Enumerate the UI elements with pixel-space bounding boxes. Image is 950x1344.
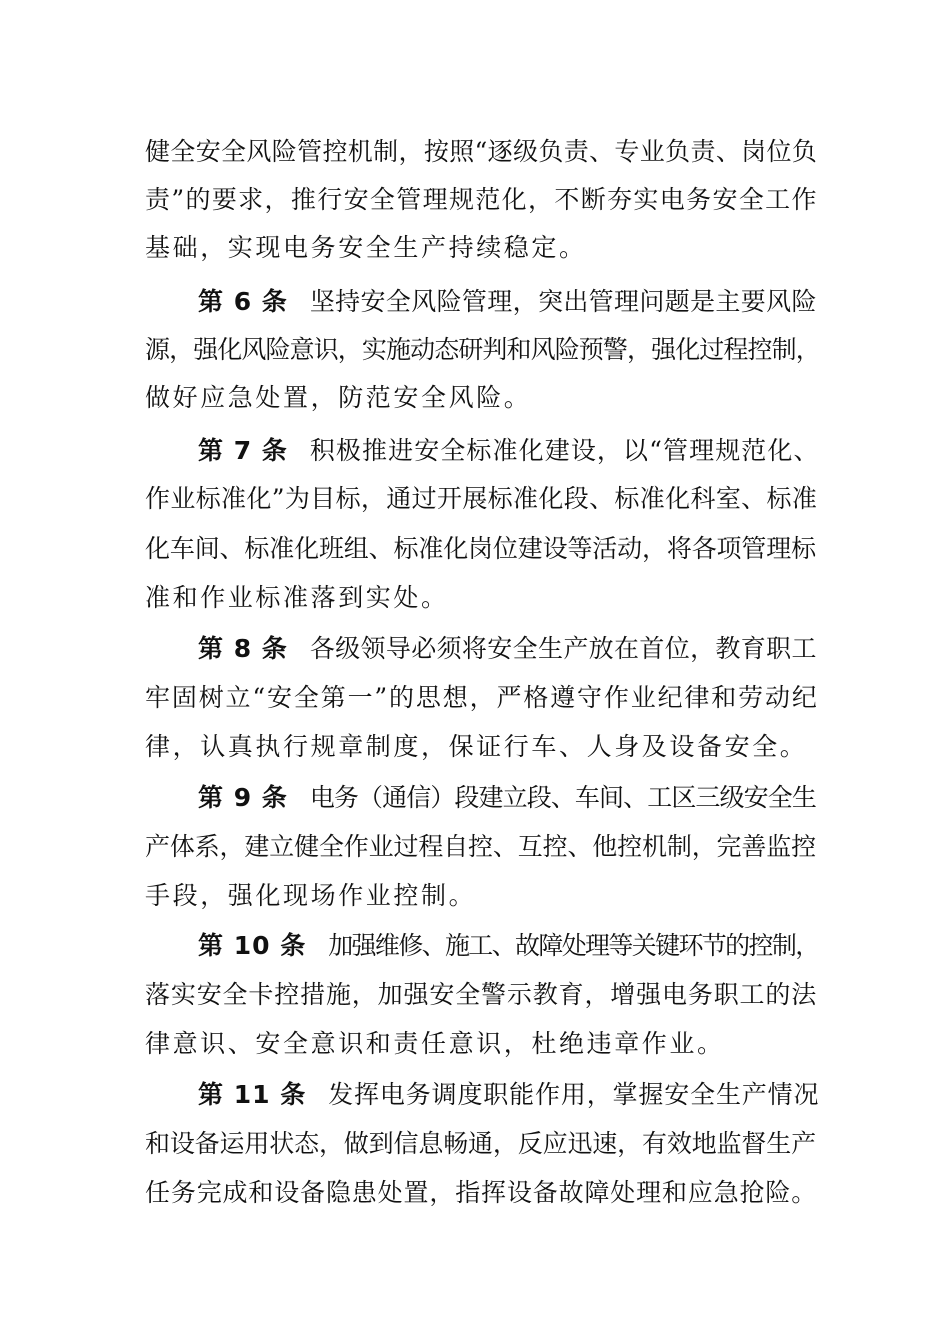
article-11-first-line	[198, 1075, 819, 1115]
text-line: 律意识、安全意识和责任意识，杜绝违章作业。	[145, 1029, 725, 1058]
text-line: 律，认真执行规章制度，保证行车、人身及设备安全。	[145, 732, 808, 761]
text-line: 源，强化风险意识，实施动态研判和风险预警，强化过程控制，	[145, 335, 820, 364]
article-10-first-line	[198, 926, 819, 966]
article-number: 第 9 条	[198, 783, 288, 812]
text-line: 做好应急处置，防范安全风险。	[145, 383, 532, 412]
article-number: 第 11 条	[198, 1080, 307, 1109]
text-line: 责”的要求，推行安全管理规范化，不断夯实电务安全工作	[145, 185, 818, 214]
text-line: 和设备运用状态，做到信息畅通，反应迅速，有效地监督生产	[145, 1129, 816, 1158]
article-9-first-line	[198, 778, 816, 818]
article-number: 第 7 条	[198, 436, 288, 465]
text-line: 产体系，建立健全作业过程自控、互控、他控机制，完善监控	[145, 832, 816, 861]
article-8-first-line	[198, 629, 817, 669]
text-line: 发挥电务调度职能作用，掌握安全生产情况	[328, 1080, 820, 1109]
text-line: 积极推进安全标准化建设，以“管理规范化、	[309, 436, 820, 465]
text-line: 作业标准化”为目标，通过开展标准化段、标准化科室、标准	[145, 484, 818, 513]
article-7-first-line	[198, 431, 820, 471]
text-line: 加强维修、施工、故障处理等关键环节的控制，	[328, 931, 819, 960]
text-line: 基础，实现电务安全生产持续稳定。	[145, 233, 587, 262]
article-number: 第 6 条	[198, 287, 288, 316]
text-line: 坚持安全风险管理，突出管理问题是主要风险	[309, 287, 817, 316]
article-number: 第 8 条	[198, 634, 288, 663]
article-number: 第 10 条	[198, 931, 307, 960]
text-line: 电务（通信）段建立段、车间、工区三级安全生	[309, 783, 816, 812]
text-line: 各级领导必须将安全生产放在首位，教育职工	[309, 634, 817, 663]
text-line: 化车间、标准化班组、标准化岗位建设等活动，将各项管理标	[145, 534, 816, 563]
text-line: 手段，强化现场作业控制。	[145, 881, 477, 910]
text-line: 准和作业标准落到实处。	[145, 583, 449, 612]
article-6-first-line	[198, 282, 817, 322]
text-line: 牢固树立“安全第一”的思想，严格遵守作业纪律和劳动纪	[145, 683, 819, 712]
text-line: 健全安全风险管控机制，按照“逐级负责、专业负责、岗位负	[145, 137, 818, 166]
text-line: 落实安全卡控措施，加强安全警示教育，增强电务职工的法	[145, 980, 818, 1009]
text-line: 任务完成和设备隐患处置，指挥设备故障处理和应急抢险。	[145, 1178, 818, 1207]
